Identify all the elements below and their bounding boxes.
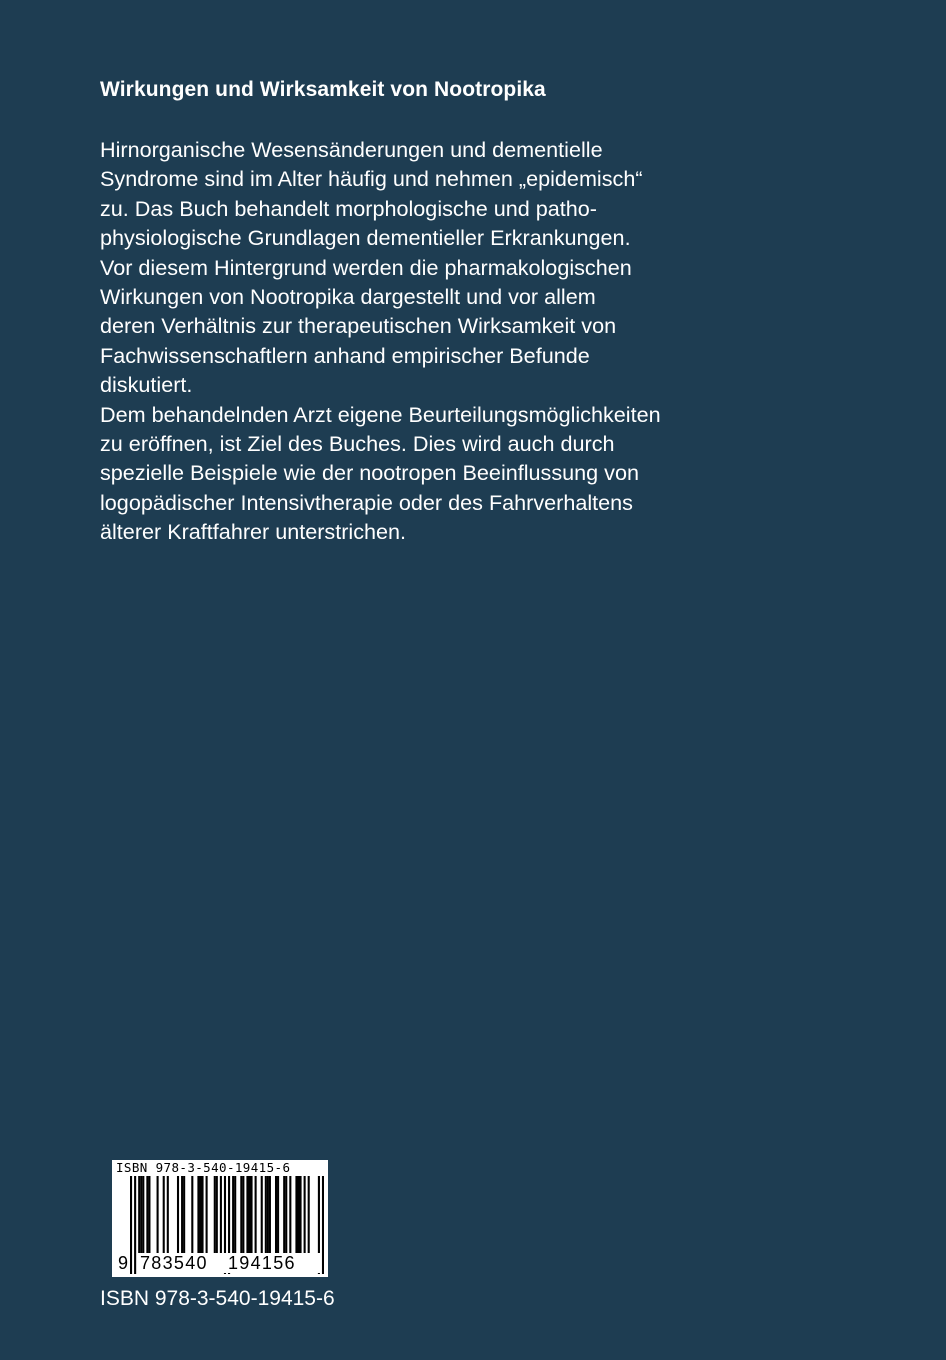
description-line: spezielle Beispiele wie der nootropen Beeinflussung von [100, 460, 639, 486]
description-line: deren Verhältnis zur therapeutischen Wirksamkeit von [100, 313, 617, 339]
barcode-bar [250, 1176, 252, 1254]
barcode-isbn-label: ISBN 978-3-540-19415-6 [116, 1160, 291, 1175]
barcode-bar [138, 1176, 140, 1254]
barcode-bar [142, 1176, 144, 1254]
barcode-bar [295, 1176, 297, 1254]
description-line: diskutiert. [100, 372, 193, 398]
description-line: Hirnorganische Wesensänderungen und dementielle [100, 137, 603, 162]
description-line: älterer Kraftfahrer unterstrichen. [100, 519, 407, 545]
isbn-barcode [112, 1160, 328, 1277]
barcode-bar [240, 1176, 242, 1254]
barcode-bar [308, 1176, 310, 1254]
barcode-bar [181, 1176, 183, 1254]
barcode-bar [201, 1176, 203, 1254]
isbn-text: ISBN 978-3-540-19415-6 [100, 1287, 335, 1310]
barcode-bar [265, 1176, 267, 1254]
barcode-bar [177, 1176, 179, 1254]
description-line: Wirkungen von Nootropika dargestellt und vor allem [100, 284, 596, 310]
barcode-digit-lead: 9 [118, 1253, 129, 1273]
barcode-bar [146, 1176, 148, 1254]
barcode-bar [304, 1176, 306, 1254]
barcode-bar [269, 1176, 271, 1254]
book-title: Wirkungen und Wirksamkeit von Nootropika [100, 78, 546, 101]
barcode-guard-bar [130, 1176, 132, 1274]
barcode-bar [197, 1176, 199, 1254]
barcode-bar [246, 1176, 248, 1254]
description-line: Dem behandelnden Arzt eigene Beurteilungsmöglichkeiten [100, 401, 661, 427]
description-line: Syndrome sind im Alter häufig und nehmen „epidemisch“ [100, 166, 643, 192]
description-line: logopädischer Intensivtherapie oder des Fahrverhaltens [100, 489, 633, 515]
description-line: Vor diesem Hintergrund werden die pharmakologischen [100, 254, 632, 280]
barcode-bar [275, 1176, 277, 1254]
barcode-bar [140, 1176, 142, 1254]
barcode-bar [206, 1176, 208, 1254]
barcode-bar [297, 1176, 299, 1254]
barcode-bar [183, 1176, 185, 1254]
barcode-bar [289, 1176, 291, 1254]
barcode-bar [248, 1176, 250, 1254]
barcode-bar [255, 1176, 257, 1254]
barcode-bar [157, 1176, 159, 1254]
barcode-bar [267, 1176, 269, 1254]
book-description [100, 135, 800, 547]
description-line: zu eröffnen, ist Ziel des Buches. Dies wird auch durch [100, 431, 615, 457]
barcode-bar [216, 1176, 218, 1254]
barcode-guard-bar [322, 1176, 324, 1274]
barcode-bar [220, 1176, 222, 1254]
barcode-digits-left: 783540 [138, 1253, 228, 1273]
barcode-bar [167, 1176, 169, 1254]
barcode-bar [242, 1176, 244, 1254]
barcode-bar [277, 1176, 279, 1254]
description-line: zu. Das Buch behandelt morphologische und patho- [100, 195, 597, 221]
barcode-bar [232, 1176, 234, 1254]
barcode-bar [163, 1176, 165, 1254]
barcode-bar [234, 1176, 236, 1254]
barcode-bar [148, 1176, 150, 1254]
barcode-guard-bar [134, 1176, 136, 1274]
barcode-bar [285, 1176, 287, 1254]
barcode-bar [191, 1176, 193, 1254]
barcode-bar [199, 1176, 201, 1254]
barcode-bar [261, 1176, 263, 1254]
barcode-bar [299, 1176, 301, 1254]
barcode-bar [283, 1176, 285, 1254]
barcode-digits-right: 194156 [226, 1253, 320, 1273]
description-line: Fachwissenschaftlern anhand empirischer Befunde [100, 342, 590, 368]
barcode-bar [214, 1176, 216, 1254]
description-line: physiologische Grundlagen dementieller Erkrankungen. [100, 225, 631, 251]
